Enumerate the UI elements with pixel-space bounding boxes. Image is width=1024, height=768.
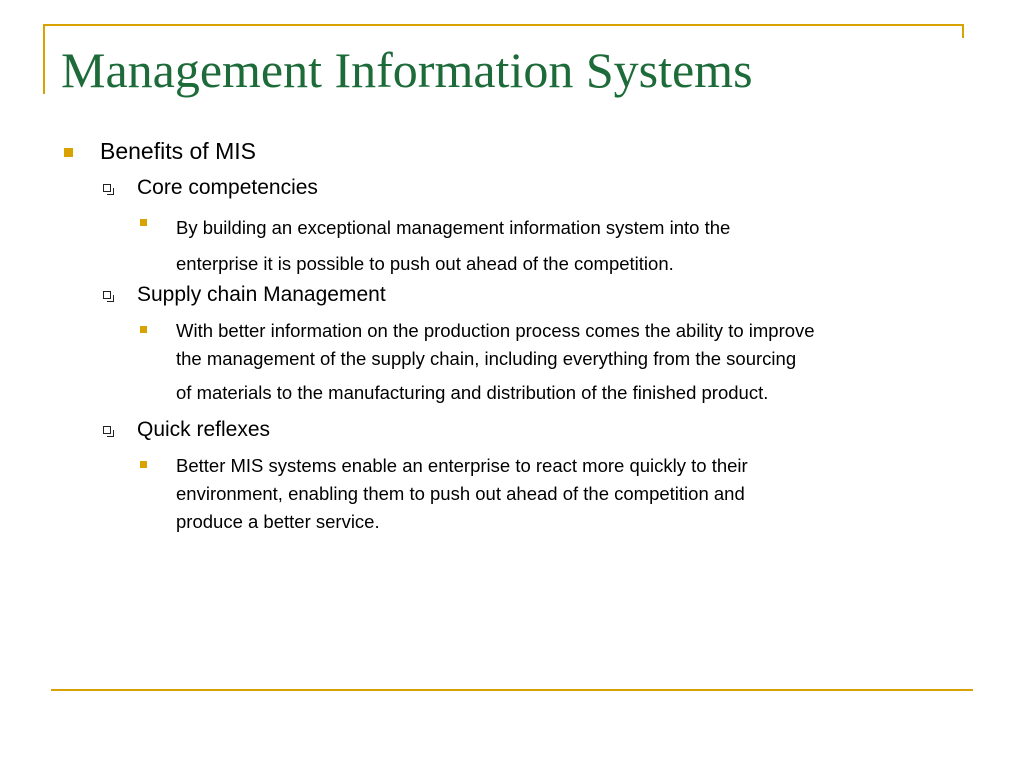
hollow-square-bullet-icon [103,291,111,299]
square-bullet-icon [140,326,147,333]
hollow-square-bullet-icon [103,426,111,434]
square-bullet-icon [140,219,147,226]
body-line: the management of the supply chain, including everything from the sourcing [176,348,797,369]
body-line: With better information on the production process comes the ability to improve [176,320,815,341]
section-label-quick-reflexes: Quick reflexes [137,418,271,441]
section-label-core-competencies: Core competencies [137,176,318,199]
section-label-supply-chain: Supply chain Management [137,283,386,306]
frame-left-line [43,24,45,94]
square-bullet-icon [64,148,73,157]
heading-benefits: Benefits of MIS [100,138,256,164]
body-line: By building an exceptional management information system into the [176,217,731,238]
body-line: environment, enabling them to push out ahead of the competition and [176,483,745,504]
section-body-supply-chain [176,317,976,407]
body-line: Better MIS systems enable an enterprise to react more quickly to their [176,455,748,476]
square-bullet-icon [140,461,147,468]
body-line: of materials to the manufacturing and distribution of the finished product. [176,382,769,403]
frame-top-line [43,24,964,26]
section-body-core-competencies [176,210,976,282]
slide-title: Management Information Systems [61,42,753,98]
body-line: enterprise it is possible to push out ahead of the competition. [176,253,674,274]
frame-bottom-line [51,689,973,691]
hollow-square-bullet-icon [103,184,111,192]
frame-right-line [962,24,964,38]
section-body-quick-reflexes [176,452,976,536]
body-line: produce a better service. [176,511,380,532]
